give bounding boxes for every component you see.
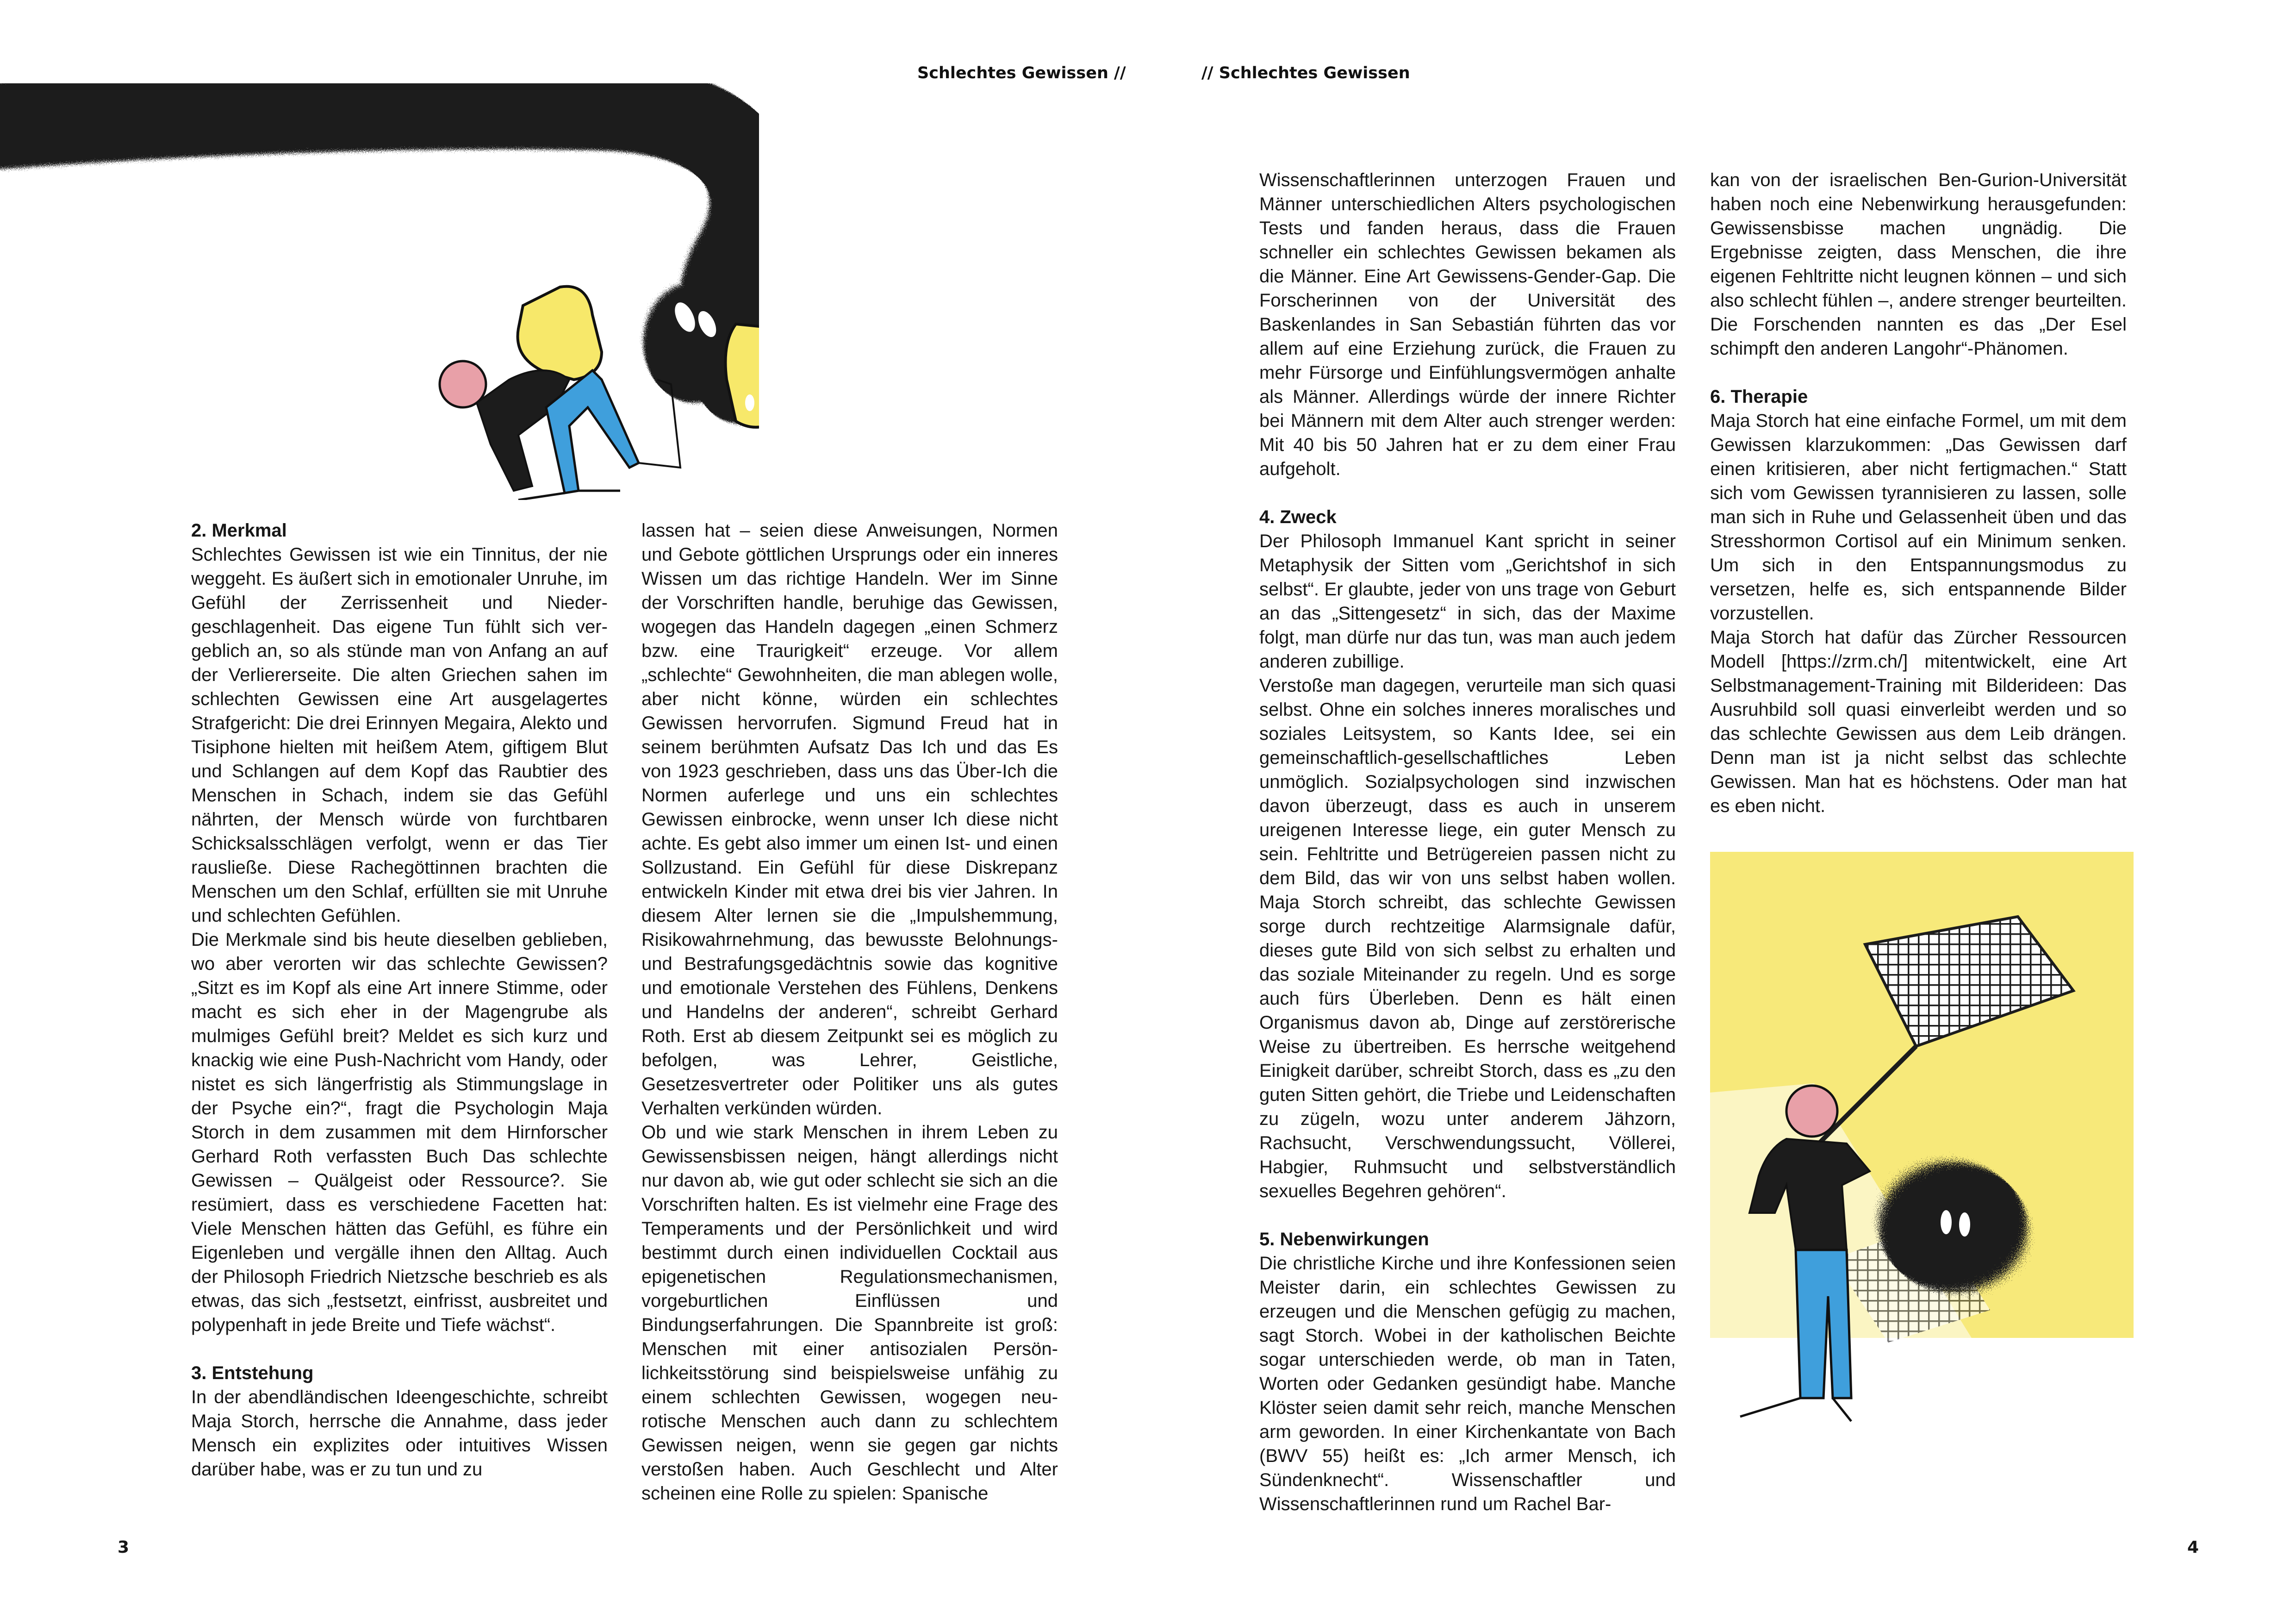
paragraph: kan von der israelischen Ben-Gurion-Universität haben noch eine Nebenwirkung herausgefunden: Gewissensbisse machen ungnädig. Die Ergebnisse zeigten, dass Menschen, die ihre eigenen Fehltritte nicht leugnen können – und sich also schlecht fühlen –, andere strenger beurteilten. Die Forschenden nannten es das „Der Esel schimpft den anderen Langohr“-Phänomen.	[1710, 170, 2127, 359]
text-column-3	[1259, 168, 1676, 1516]
paragraph: Die christliche Kirche und ihre Konfessionen seien Meister darin, ein schlechtes Gewissen zu erzeugen und die Menschen gefügig zu machen, sagt Storch. Wobei in der katholischen Beichte sogar unterschieden werde, ob man in Taten, Worten oder Gedanken gesündigt habe. Manche Klöster seien damit sehr reich, manche Menschen arm geworden. In einer Kirchenkantate von Bach (BWV 55) heißt es: „Ich armer Mensch, ich Sündenknecht“. Wissenschaftler und Wissenschaftlerinnen rund um Rachel Bar-	[1259, 1253, 1676, 1514]
paragraph: lassen hat – seien diese Anweisungen, Normen und Gebote göttlichen Ursprungs oder ein inneres Wissen um das richtige Handeln. Wer im Sinne der Vorschriften handle, beruhige das Gewissen, wogegen das Handeln dagegen „einen Schmerz bzw. eine Traurigkeit“ erzeuge. Vor allem „schlechte“ Gewohnheiten, die man ablegen wolle, aber nicht könne, würden ein schlechtes Gewissen hervorrufen. Sigmund Freud hat in seinem berühmten Aufsatz Das Ich und das Es von 1923 geschrieben, dass uns das Über-Ich die Normen auferlege und uns ein schlechtes Gewissen einbrocke, wenn unser Ich diese nicht achte. Es gebt also immer um einen Ist- und einen Sollzustand. Ein Gefühl für diese Diskrepanz entwickeln Kinder mit etwa drei bis vier Jahren. In diesem Alter lernen sie die „Impulshemmung, Risikowahrnehmung, das bewusste Belohnungs- und Bestrafungsgedächtnis sowie das kognitive und emotionale Verstehen des Fühlens, Denkens und Handelns der anderen“, schreibt Gerhard Roth. Erst ab diesem Zeitpunkt sei es möglich zu befolgen, was Lehrer, Geistliche, Gesetzesvertreter oder Politiker uns als gutes Verhalten verkünden würden.	[641, 520, 1058, 1118]
smoke-blob	[1879, 1162, 2027, 1292]
text-column-1	[191, 518, 608, 1481]
page-number-right: 4	[2187, 1538, 2199, 1557]
boxing-glove-left-icon	[518, 287, 602, 380]
running-header-right: // Schlechtes Gewissen	[1201, 64, 1410, 82]
paragraph: Wissenschaftlerinnen unterzogen Frauen und Männer unterschiedlichen Alters psychologischen Tests und fanden heraus, dass die Frauen schneller ein schlechtes Gewissen bekamen als die Männer. Eine Art Gewissens-Gender-Gap. Die Forscherinnen von der Universität des Baskenlandes in San Sebastián führten das vor allem auf eine Erziehung zurück, die Frauen zu mehr Fürsorge und Einfühlungsvermögen anhalte als Männer. Allerdings würde der innere Richter bei Männern mit dem Alter auch strenger werden: Mit 40 bis 50 Jahren hat er zu dem einer Frau aufgeholt.	[1259, 170, 1676, 479]
section-heading-nebenwirkungen: 5. Nebenwirkungen	[1259, 1229, 1429, 1249]
section-heading-zweck: 4. Zweck	[1259, 507, 1337, 527]
man-boxing-with-smoke-illustration	[0, 83, 759, 500]
paragraph: Maja Storch hat dafür das Zürcher Ressourcen Modell [https://zrm.ch/] mitentwickelt, eine Art Selbstmanagement-Training mit Bilderideen: Das Ausruhbild soll quasi einverleibt werden und so das schlechte Gewissen aus dem Leib drängen. Denn man ist ja nicht selbst das schlechte Gewissen. Man hat es höchstens. Oder man hat es eben nicht.	[1710, 627, 2127, 816]
paragraph: Die Merkmale sind bis heute dieselben geblieben, wo aber verorten wir das schlechte Gewissen? „Sitzt es im Kopf als eine Art innere Stimme, oder macht es sich eher in der Magengrube als mulmiges Gefühl breit? Meldet es sich kurz und knackig wie eine Push-Nachricht vom Handy, oder nistet es sich längerfristig als Stimmungslage in der Psyche ein?“, fragt die Psychologin Maja Storch in dem zusammen mit dem Hirnforscher Gerhard Roth verfassten Buch Das schlechte Gewissen – Quälgeist oder Ressource?. Sie resümiert, dass es verschiedene Facetten hat: Viele Menschen hätten das Gefühl, es führe ein Eigenleben und vergälle ihnen den Alltag. Auch der Philosoph Friedrich Nietzsche beschrieb es als etwas, das sich „festsetzt, einfrisst, ausbreitet und polypenhaft in jede Breite und Tiefe wächst“.	[191, 930, 608, 1335]
paragraph: Maja Storch hat eine einfache Formel, um mit dem Gewissen klarzukommen: „Das Gewissen darf einen kritisieren, aber nicht fertigmachen.“ Statt sich vom Gewissen tyrannisieren zu lassen, solle man sich in Ruhe und Gelassenheit üben und das Stresshormon Cortisol auf ein Minimum senken. Um sich in den Entspannungsmodus zu versetzen, helfe es, sich entspannende Bilder vorzustellen.	[1710, 411, 2127, 624]
paragraph: Schlechtes Gewissen ist wie ein Tinnitus, der nie weggeht. Es äußert sich in emotionaler Unruhe, im Gefühl der Zerrissenheit und Niedergeschlagenheit. Das eigene Tun fühlt sich vergeblich an, so als stünde man von Anfang an auf der Verliererseite. Die alten Griechen sahen im schlechten Gewissen eine Art ausgelagertes Strafgericht: Die drei Erinnyen Megaira, Alekto und Tisiphone hielten mit heißem Atem, giftigem Blut und Schlangen auf dem Kopf das Raubtier des Menschen in Schach, indem sie das Gefühl nährten, der Mensch würde von furchtbaren Schicksalsschlägen verfolgt, wenn er das Tier rausließe. Diese Rachegöttinnen brachten die Menschen um den Schlaf, erfüllten sie mit Unruhe und schlechten Gefühlen.	[191, 544, 608, 926]
section-heading-merkmal: 2. Merkmal	[191, 520, 287, 541]
page-number-left: 3	[118, 1538, 130, 1557]
running-header-left: Schlechtes Gewissen //	[917, 64, 1126, 82]
man-with-net-and-smoke-illustration	[1694, 852, 2138, 1472]
paragraph: Verstoße man dagegen, verurteile man sich quasi selbst. Ohne ein solches inneres moralisches und soziales Leitsystem, so Kants Idee, sei ein gemeinschaftlich-gesellschaftliches Leben unmöglich. Sozialpsychologen sind inzwischen davon überzeugt, dass es auch in unserem ureigenen Interesse liege, ein guter Mensch zu sein. Fehltritte und Betrügereien passen nicht zu dem Bild, das wir von uns selbst haben wollen. Maja Storch schreibt, das schlechte Gewissen sorge durch rechtzeitige Alarmsignale dafür, dieses gute Bild von sich selbst zu erhalten und das soziale Miteinander zu regeln. Und es sorge auch fürs Überleben. Denn es hält einen Organismus davon ab, Dinge auf zerstörerische Weise zu übertreiben. Es herrsche weitgehend Einigkeit darüber, schreibt Storch, dass es „zu den guten Sitten gehört, die Triebe und Leidenschaften zu zügeln, wozu unter anderem Jähzorn, Rachsucht, Verschwendungssucht, Völlerei, Habgier, Ruhmsucht und selbstverständlich sexuelles Begehren gehören“.	[1259, 675, 1676, 1201]
section-heading-entstehung: 3. Entstehung	[191, 1363, 314, 1383]
section-heading-therapie: 6. Therapie	[1710, 387, 1808, 407]
paragraph: Ob und wie stark Menschen in ihrem Leben zu Gewissensbissen neigen, hängt allerdings nicht nur davon ab, wie gut oder schlecht sie sich an die Vorschriften halten. Es ist vielmehr eine Frage des Temperaments und der Persönlichkeit und wird bestimmt durch einen individuellen Cocktail aus epigenetischen Regulationsmechanismen, vorgeburtlichen Einflüssen und Bindungserfahrungen. Die Spannbreite ist groß: Menschen mit einer antisozialen Persönlichkeitsstörung sind beispielsweise unfähig zu einem schlechten Gewissen, wogegen neurotische Menschen auch dann zu schlechtem Gewissen neigen, wenn sie gegen gar nichts verstoßen haben. Auch Geschlecht und Alter scheinen eine Rolle zu spielen: Spanische	[641, 1122, 1058, 1504]
text-column-4	[1710, 168, 2127, 818]
falling-man	[440, 361, 680, 500]
text-column-2	[641, 518, 1058, 1505]
paragraph: In der abendländischen Ideengeschichte, schreibt Maja Storch, herrsche die Annahme, dass jeder Mensch ein explizites oder intuitives Wissen darüber habe, was er zu tun und zu	[191, 1387, 608, 1480]
smoke-trail	[0, 105, 753, 403]
paragraph: Der Philosoph Immanuel Kant spricht in seiner Metaphysik der Sitten vom „Gerichtshof in sich selbst“. Er glaubte, jeder von uns trage von Geburt an das „Sittengesetz“ in sich, das der Maxime folgt, man dürfe nur das tun, was man auch jedem anderen zubillige.	[1259, 531, 1676, 672]
